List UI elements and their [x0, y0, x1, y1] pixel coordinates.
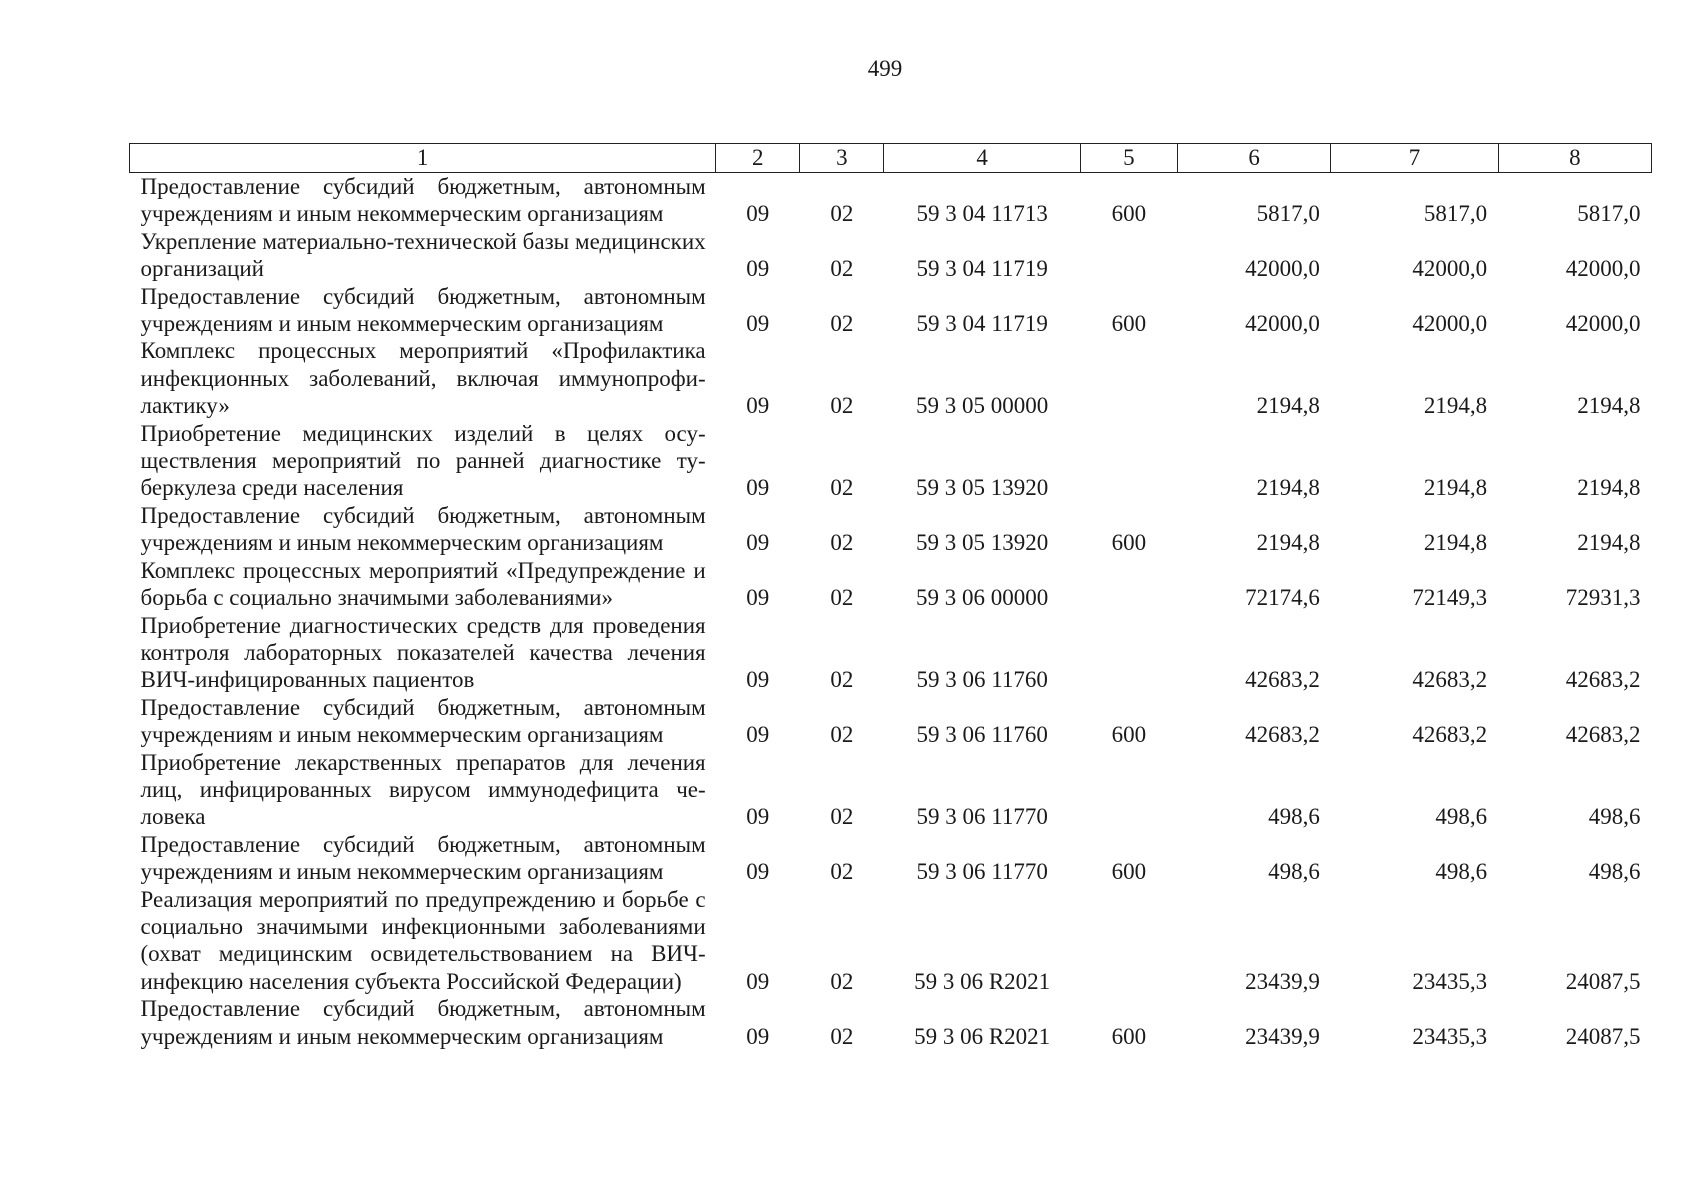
subsection-code: 02: [830, 968, 854, 994]
expense-type-code: [1080, 337, 1177, 419]
amount-col-6: 2194,8: [1256, 393, 1320, 419]
subsection-code: 02: [830, 256, 854, 282]
row-description: Предоставление субсидий бюджетным, автономным учреждениям и иным некоммерческим организациям: [140, 694, 706, 748]
section-code: 09: [746, 859, 770, 885]
section-code: 09: [746, 667, 770, 693]
amount-col-6: 42683,2: [1245, 722, 1320, 748]
section-code: 09: [746, 311, 770, 337]
section-code: 09: [746, 256, 770, 282]
amount-col-6: 498,6: [1268, 804, 1320, 830]
expense-type-code: 600: [1111, 722, 1147, 748]
amount-col-7: 498,6: [1435, 859, 1488, 885]
subsection-code: 02: [830, 585, 854, 611]
subsection-code: 02: [830, 201, 854, 227]
amount-col-7: 42683,2: [1412, 667, 1488, 693]
subsection-code: 02: [830, 475, 854, 501]
target-article-code: 59 3 05 13920: [916, 530, 1049, 556]
row-description: Предоставление субсидий бюджетным, автономным учреждениям и иным некоммерческим организациям: [140, 174, 706, 227]
expense-type-code: [1080, 557, 1177, 612]
table-row: [130, 173, 1652, 228]
table-row: [130, 228, 1652, 283]
amount-col-7: 42000,0: [1412, 256, 1488, 282]
subsection-code: 02: [830, 859, 854, 885]
amount-col-8: 24087,5: [1565, 1023, 1641, 1049]
amount-col-7: 23435,3: [1412, 968, 1488, 994]
section-code: 09: [746, 1023, 770, 1049]
amount-col-8: 42000,0: [1565, 311, 1641, 337]
column-header-6: 6: [1178, 144, 1331, 173]
target-article-code: 59 3 06 11760: [916, 667, 1048, 693]
amount-col-6: 2194,8: [1256, 475, 1320, 501]
row-description: Предоставление субсидий бюджетным, автономным учреждениям и иным некоммерческим организациям: [140, 996, 706, 1049]
row-description: Предоставление субсидий бюджетным, автономным учреждениям и иным некоммерческим организациям: [140, 502, 706, 556]
budget-table: [129, 143, 1652, 1050]
column-header-3: 3: [800, 144, 884, 173]
column-header-8: 8: [1498, 144, 1651, 173]
amount-col-8: 42683,2: [1565, 667, 1641, 693]
amount-col-7: 42683,2: [1412, 722, 1488, 748]
expense-type-code: 600: [1111, 311, 1147, 337]
amount-col-7: 2194,8: [1423, 393, 1488, 419]
amount-col-6: 23439,9: [1245, 968, 1320, 994]
section-code: 09: [746, 804, 770, 830]
target-article-code: 59 3 06 11770: [916, 859, 1048, 885]
amount-col-8: 2194,8: [1577, 475, 1641, 501]
page-number: 499: [867, 56, 903, 81]
row-description: Реализация мероприятий по предупреждению и борьбе с социально значимыми инфекционными заболеваниями (охват медицинским освидетельствованием на ВИЧ-инфекцию населения субъекта Российской Федерации): [140, 886, 706, 994]
expense-type-code: [1080, 228, 1177, 283]
table-row: [130, 337, 1652, 419]
table-header-row: [130, 144, 1652, 173]
table-row: [130, 749, 1652, 831]
table-row: [130, 283, 1652, 338]
amount-col-6: 42000,0: [1245, 256, 1320, 282]
amount-col-6: 23439,9: [1245, 1023, 1320, 1049]
amount-col-8: 2194,8: [1577, 530, 1641, 556]
amount-col-8: 5817,0: [1577, 201, 1641, 227]
amount-col-8: 498,6: [1588, 804, 1641, 830]
expense-type-code: [1080, 886, 1177, 996]
amount-col-7: 42000,0: [1412, 311, 1488, 337]
target-article-code: 59 3 05 00000: [916, 393, 1049, 419]
subsection-code: 02: [830, 530, 854, 556]
target-article-code: 59 3 05 13920: [916, 475, 1049, 501]
table-row: [130, 612, 1652, 694]
expense-type-code: [1080, 420, 1177, 502]
amount-col-6: 5817,0: [1256, 201, 1320, 227]
row-description: Комплекс процессных мероприятий «Предупреждение и борьба с социально значимыми заболеваниями»: [140, 557, 706, 611]
amount-col-6: 72174,6: [1245, 585, 1320, 611]
subsection-code: 02: [830, 1023, 854, 1049]
table-row: [130, 995, 1652, 1050]
table-row: [130, 502, 1652, 557]
amount-col-7: 23435,3: [1412, 1023, 1488, 1049]
subsection-code: 02: [830, 311, 854, 337]
column-header-2: 2: [716, 144, 800, 173]
target-article-code: 59 3 04 11719: [916, 311, 1048, 337]
amount-col-7: 72149,3: [1412, 585, 1488, 611]
amount-col-7: 5817,0: [1423, 201, 1488, 227]
expense-type-code: 600: [1111, 859, 1147, 885]
target-article-code: 59 3 06 00000: [916, 585, 1049, 611]
expense-type-code: 600: [1111, 530, 1147, 556]
subsection-code: 02: [830, 722, 854, 748]
subsection-code: 02: [830, 804, 854, 830]
table-row: [130, 420, 1652, 502]
amount-col-8: 498,6: [1588, 859, 1641, 885]
amount-col-8: 42683,2: [1565, 722, 1641, 748]
amount-col-8: 72931,3: [1565, 585, 1641, 611]
expense-type-code: [1080, 612, 1177, 694]
column-header-5: 5: [1080, 144, 1177, 173]
row-description: Предоставление субсидий бюджетным, автономным учреждениям и иным некоммерческим организациям: [140, 283, 706, 337]
target-article-code: 59 3 06 11760: [916, 722, 1048, 748]
subsection-code: 02: [830, 667, 854, 693]
table-row: [130, 886, 1652, 996]
amount-col-6: 498,6: [1268, 859, 1320, 885]
row-description: Укрепление материально-технической базы медицинских организаций: [140, 228, 706, 282]
amount-col-6: 42683,2: [1245, 667, 1320, 693]
section-code: 09: [746, 201, 770, 227]
amount-col-7: 2194,8: [1423, 475, 1488, 501]
table-body: [130, 173, 1652, 1051]
section-code: 09: [746, 585, 770, 611]
section-code: 09: [746, 722, 770, 748]
target-article-code: 59 3 06 R2021: [914, 1023, 1051, 1049]
expense-type-code: 600: [1111, 1023, 1147, 1049]
subsection-code: 02: [830, 393, 854, 419]
amount-col-6: 42000,0: [1245, 311, 1320, 337]
section-code: 09: [746, 530, 770, 556]
amount-col-6: 2194,8: [1256, 530, 1320, 556]
table-row: [130, 694, 1652, 749]
expense-type-code: 600: [1111, 201, 1147, 227]
expense-type-code: [1080, 749, 1177, 831]
section-code: 09: [746, 968, 770, 994]
amount-col-8: 2194,8: [1577, 393, 1641, 419]
row-description: Комплекс процессных мероприятий «Профилактика инфекционных заболеваний, включая иммунопрофилактику»: [140, 338, 706, 419]
target-article-code: 59 3 06 R2021: [914, 968, 1051, 994]
row-description: Приобретение диагностических средств для проведения контроля лабораторных показателей качества лечения ВИЧ-инфицированных пациентов: [140, 612, 706, 693]
target-article-code: 59 3 04 11713: [916, 201, 1048, 227]
column-header-4: 4: [884, 144, 1080, 173]
column-header-1: 1: [130, 144, 716, 173]
row-description: Приобретение медицинских изделий в целях осуществления мероприятий по ранней диагностике туберкулеза среди населения: [140, 420, 706, 501]
section-code: 09: [746, 475, 770, 501]
amount-col-8: 42000,0: [1565, 256, 1641, 282]
section-code: 09: [746, 393, 770, 419]
table-row: [130, 831, 1652, 886]
amount-col-7: 498,6: [1435, 804, 1488, 830]
target-article-code: 59 3 06 11770: [916, 804, 1048, 830]
column-header-7: 7: [1331, 144, 1498, 173]
table-row: [130, 557, 1652, 612]
amount-col-8: 24087,5: [1565, 968, 1641, 994]
row-description: Приобретение лекарственных препаратов для лечения лиц, инфицированных вирусом иммунодефицита человека: [140, 749, 706, 830]
amount-col-7: 2194,8: [1423, 530, 1488, 556]
row-description: Предоставление субсидий бюджетным, автономным учреждениям и иным некоммерческим организациям: [140, 831, 706, 885]
target-article-code: 59 3 04 11719: [916, 256, 1048, 282]
